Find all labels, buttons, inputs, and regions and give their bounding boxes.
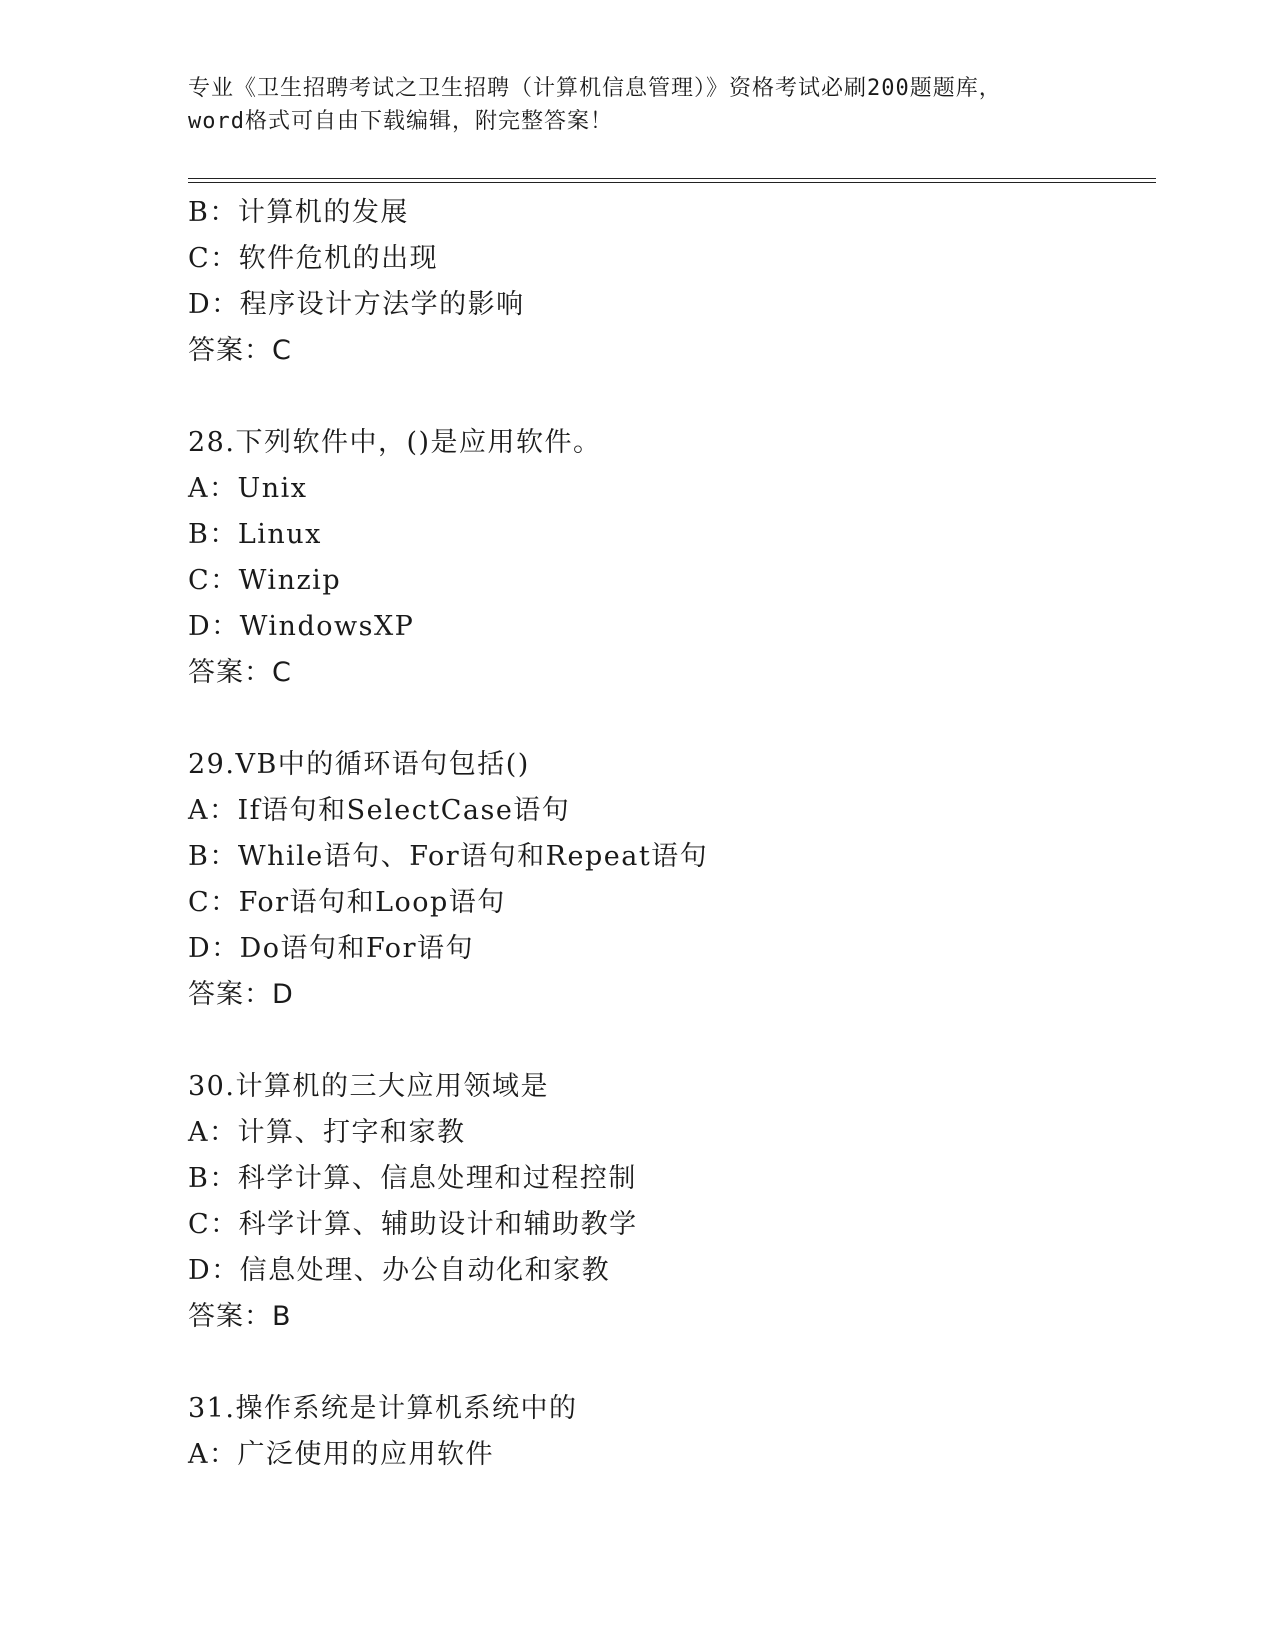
answer-line: 答案：D (188, 979, 294, 1010)
answer-line: 答案：B (188, 1301, 292, 1332)
question-30 (188, 1064, 1148, 1340)
option-c: C：For语句和Loop语句 (188, 887, 506, 918)
spacer (188, 374, 1148, 420)
question-stem: 31.操作系统是计算机系统中的 (188, 1393, 578, 1424)
option-c: C：科学计算、辅助设计和辅助教学 (188, 1209, 638, 1240)
option-d: D：Do语句和For语句 (188, 933, 474, 964)
answer-line: 答案：C (188, 657, 292, 688)
question-28 (188, 420, 1148, 696)
header-line-2: word格式可自由下载编辑，附完整答案！ (188, 109, 613, 134)
answer-line: 答案：C (188, 335, 292, 366)
option-d: D：程序设计方法学的影响 (188, 289, 525, 320)
question-list (188, 190, 1148, 1478)
option-a: A：计算、打字和家教 (188, 1117, 466, 1148)
option-a: A：Unix (188, 473, 308, 504)
option-b: B：科学计算、信息处理和过程控制 (188, 1163, 637, 1194)
document-header (188, 72, 1148, 138)
question-27-tail (188, 190, 1148, 374)
option-a: A：广泛使用的应用软件 (188, 1439, 494, 1470)
header-divider (188, 178, 1156, 183)
question-29 (188, 742, 1148, 1018)
option-c: C：Winzip (188, 565, 342, 596)
option-b: B：计算机的发展 (188, 197, 409, 228)
question-31 (188, 1386, 1148, 1478)
spacer (188, 1018, 1148, 1064)
option-a: A：If语句和SelectCase语句 (188, 795, 571, 826)
option-b: B：Linux (188, 519, 322, 550)
spacer (188, 1340, 1148, 1386)
option-b: B：While语句、For语句和Repeat语句 (188, 841, 709, 872)
question-stem: 30.计算机的三大应用领域是 (188, 1071, 549, 1102)
option-d: D：WindowsXP (188, 611, 415, 642)
question-stem: 29.VB中的循环语句包括() (188, 749, 530, 780)
question-stem: 28.下列软件中，()是应用软件。 (188, 427, 602, 458)
header-line-1: 专业《卫生招聘考试之卫生招聘（计算机信息管理）》资格考试必刷200题题库， (188, 76, 1002, 101)
spacer (188, 696, 1148, 742)
option-c: C：软件危机的出现 (188, 243, 439, 274)
option-d: D：信息处理、办公自动化和家教 (188, 1255, 611, 1286)
